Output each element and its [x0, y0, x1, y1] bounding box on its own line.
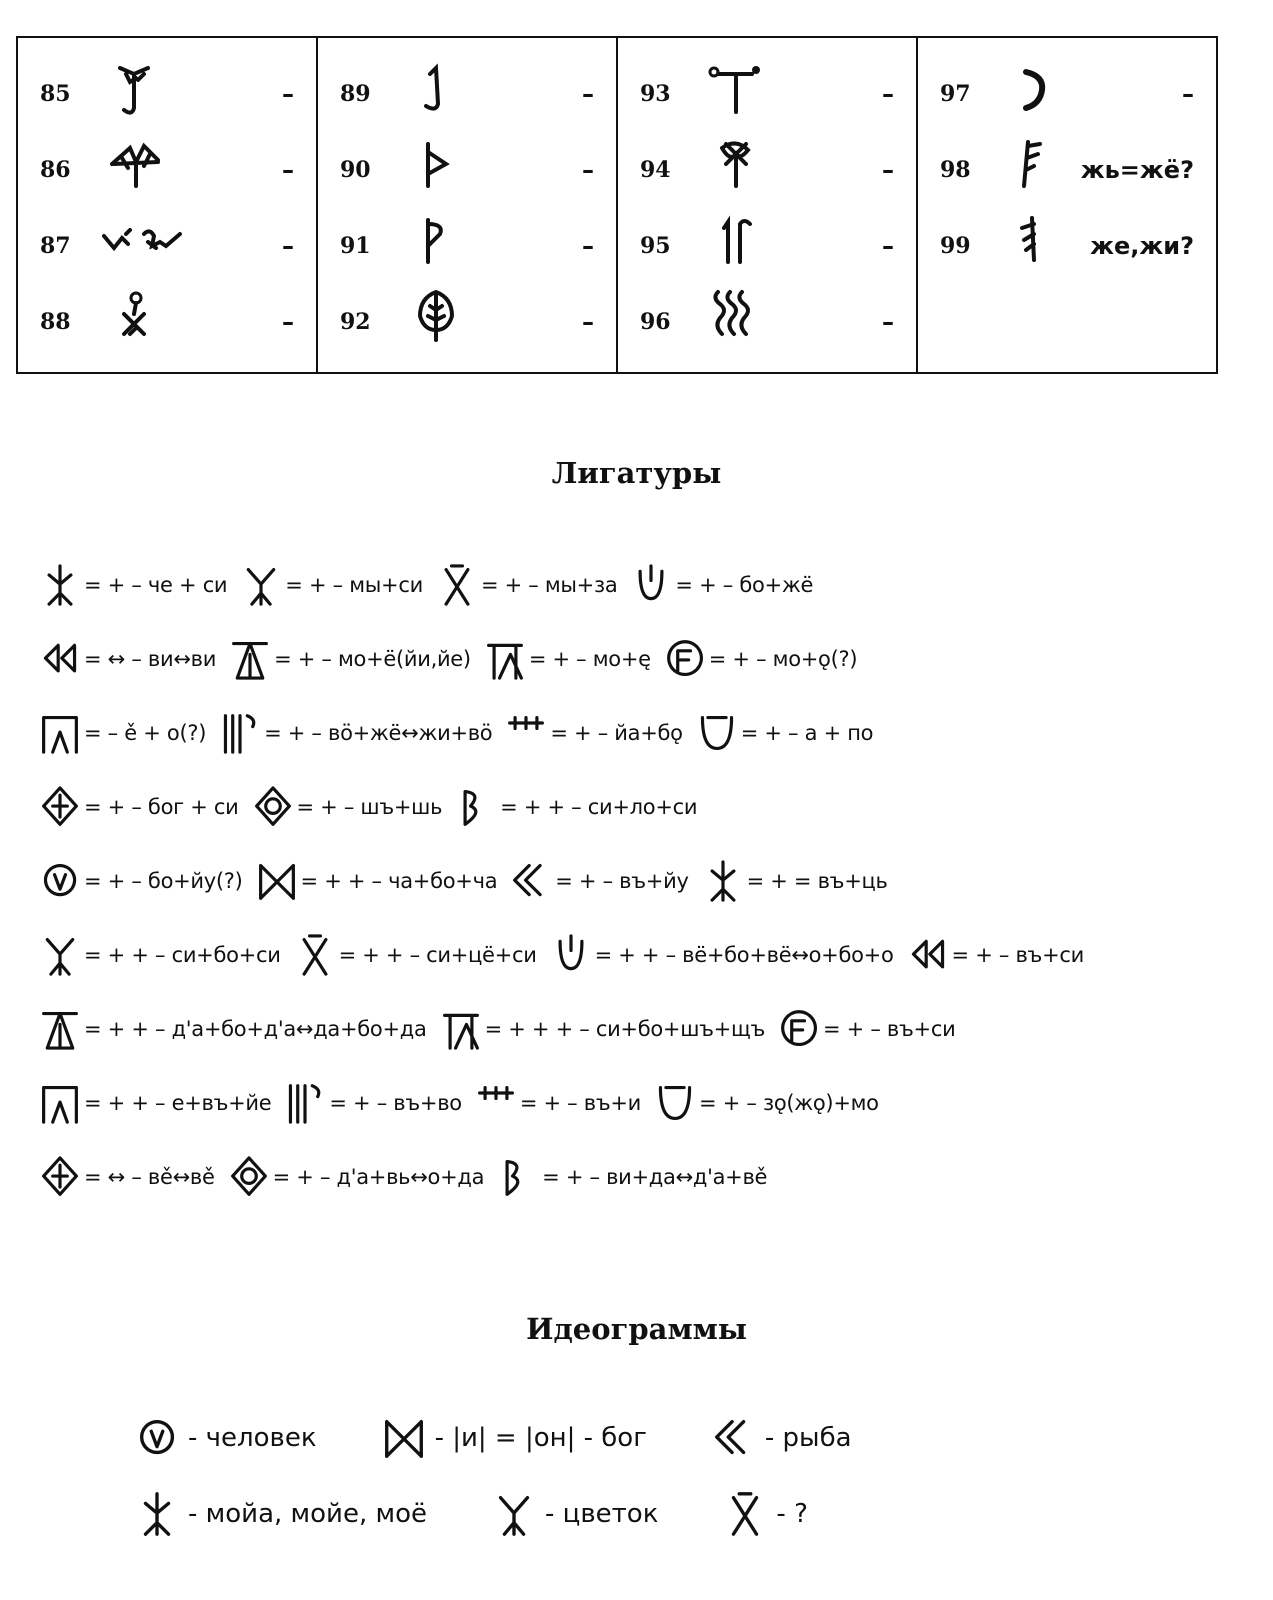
ligature-rune-icon [40, 1154, 80, 1200]
ligature-rune-icon [498, 1154, 538, 1200]
ligature-rune-icon [511, 858, 551, 904]
ligature-item [40, 932, 281, 978]
ligature-reading: = + + – ча+бо+ча [300, 869, 498, 893]
sign-row [918, 56, 1216, 132]
ligature-rune-icon [40, 858, 80, 904]
ligature-reading: = + – мы+за [480, 573, 618, 597]
sign-row [318, 132, 616, 208]
sign-row [918, 208, 1216, 284]
ligature-rune-icon [485, 636, 525, 682]
rune-88-icon [100, 288, 170, 348]
rune-87-icon [100, 212, 170, 272]
sign-number: 95 [640, 233, 671, 259]
ligature-reading: = + = въ+ць [746, 869, 888, 893]
ligature-reading: = + – йа+бǫ [550, 721, 683, 745]
ligature-reading: = + – въ+йу [555, 869, 689, 893]
ligature-reading: = + – ви+да↔д'а+вě [542, 1165, 768, 1189]
ligature-item [631, 562, 813, 608]
ligature-rune-icon [40, 636, 80, 682]
ligature-item [241, 562, 423, 608]
ligature-item [506, 710, 682, 756]
ligature-reading: = + – мо+ё(йи,йе) [274, 647, 471, 671]
sign-value: – [882, 80, 894, 108]
ligature-item [908, 932, 1084, 978]
sign-number: 90 [340, 157, 371, 183]
sign-value: – [582, 232, 594, 260]
sign-number: 88 [40, 309, 71, 335]
sign-number: 93 [640, 81, 671, 107]
ligature-reading: = ↔ – вě↔вě [84, 1165, 215, 1189]
ligature-rune-icon [655, 1080, 695, 1126]
ligature-item [498, 1154, 767, 1200]
sign-number: 89 [340, 81, 371, 107]
ligature-reading: = + + – си+бо+си [84, 943, 281, 967]
sign-row [318, 284, 616, 360]
ligature-rune-icon [40, 1080, 80, 1126]
ligature-item [257, 858, 498, 904]
sign-number: 96 [640, 309, 671, 335]
ligature-line [40, 622, 1240, 696]
ligature-line [40, 548, 1240, 622]
ligature-reading: = + – вö+жё↔жи+вö [264, 721, 493, 745]
sign-table [16, 36, 1218, 374]
ligature-reading: = + – мо+ę [528, 647, 651, 671]
ligature-rune-icon [40, 710, 80, 756]
ligature-rune-icon [506, 710, 546, 756]
ligature-reading: = + – въ+си [951, 943, 1084, 967]
ligature-item [485, 636, 651, 682]
rune-86-icon [100, 136, 170, 196]
ligature-reading: = + + – е+въ+йе [84, 1091, 272, 1115]
ligature-reading: = ↔ – ви↔ви [84, 647, 217, 671]
sign-column-3 [618, 38, 918, 372]
sign-value: – [1182, 80, 1194, 108]
ligature-reading: = + + – вё+бо+вё↔о+бо+о [594, 943, 894, 967]
ligature-reading: = + + – си+ло+си [500, 795, 698, 819]
ligature-rune-icon [253, 784, 293, 830]
ideogram-meaning: - человек [188, 1423, 317, 1453]
ligature-rune-icon [285, 1080, 325, 1126]
ligature-item [253, 784, 443, 830]
ligature-rune-icon [908, 932, 948, 978]
ligature-rune-icon [220, 710, 260, 756]
sign-column-2 [318, 38, 618, 372]
ligature-rune-icon [551, 932, 591, 978]
sign-column-4 [918, 38, 1216, 372]
ligature-item [40, 1006, 427, 1052]
ligature-rune-icon [631, 562, 671, 608]
ligature-reading: = + – зǫ(жǫ)+мо [699, 1091, 879, 1115]
sign-row [318, 208, 616, 284]
ligature-rune-icon [437, 562, 477, 608]
ligature-line [40, 992, 1240, 1066]
sign-number: 97 [940, 81, 971, 107]
ligature-item [40, 1154, 215, 1200]
ligature-line [40, 918, 1240, 992]
ligature-reading: = + – д'а+вь↔о+да [272, 1165, 485, 1189]
ideogram-rune-icon [130, 1414, 184, 1462]
ligature-reading: = + – въ+и [519, 1091, 642, 1115]
ideogram-meaning: - ? [776, 1499, 808, 1529]
sign-value: – [582, 80, 594, 108]
sign-row [318, 56, 616, 132]
sign-value: – [282, 232, 294, 260]
sign-value: – [882, 308, 894, 336]
rune-91-icon [400, 212, 470, 272]
sign-row [618, 56, 916, 132]
ideogram-item [377, 1414, 647, 1462]
ligature-rune-icon [40, 784, 80, 830]
rune-99-icon [1000, 212, 1070, 272]
rune-94-icon [700, 136, 770, 196]
rune-93-icon [700, 60, 770, 120]
sign-number: 86 [40, 157, 71, 183]
ligature-item [40, 1080, 271, 1126]
ligature-reading: = – ě + о(?) [84, 721, 207, 745]
ligature-rune-icon [476, 1080, 516, 1126]
sign-number: 92 [340, 309, 371, 335]
sign-number: 85 [40, 81, 71, 107]
sign-row [18, 132, 316, 208]
sign-row [618, 284, 916, 360]
ligature-reading: = + – а + по [740, 721, 874, 745]
ideograms-title: Идеограммы [526, 1312, 747, 1346]
ligature-reading: = + – шъ+шь [296, 795, 443, 819]
ligature-item [703, 858, 888, 904]
ligature-item [779, 1006, 955, 1052]
sign-row [918, 132, 1216, 208]
sign-row [18, 56, 316, 132]
rune-90-icon [400, 136, 470, 196]
sign-value: – [282, 156, 294, 184]
ligature-rune-icon [230, 636, 270, 682]
ligature-item [40, 710, 206, 756]
ideogram-rune-icon [707, 1414, 761, 1462]
ligature-item [441, 1006, 765, 1052]
ideogram-item [487, 1490, 658, 1538]
rune-98-icon [1000, 136, 1070, 196]
ligature-item [220, 710, 492, 756]
sign-value: – [582, 308, 594, 336]
ideogram-item [130, 1490, 427, 1538]
sign-row [18, 208, 316, 284]
ligature-rune-icon [40, 562, 80, 608]
ligature-item [229, 1154, 485, 1200]
sign-number: 99 [940, 233, 971, 259]
ligature-item [40, 562, 227, 608]
ideograms-list [130, 1400, 1170, 1552]
ideogram-meaning: - рыба [764, 1423, 852, 1453]
sign-row [18, 284, 316, 360]
ligature-item [655, 1080, 879, 1126]
ligature-rune-icon [241, 562, 281, 608]
ligature-rune-icon [40, 932, 80, 978]
ligature-reading: = + – мо+ǫ(?) [708, 647, 858, 671]
ligature-item [697, 710, 874, 756]
ligature-item [437, 562, 617, 608]
ideogram-rune-icon [130, 1490, 184, 1538]
rune-92-icon [400, 288, 470, 348]
ligature-item [456, 784, 697, 830]
ideogram-item [718, 1490, 807, 1538]
sign-number: 98 [940, 157, 971, 183]
ideogram-meaning: - цветок [545, 1499, 659, 1529]
rune-96-icon [700, 288, 770, 348]
ligature-reading: = + + – д'а+бо+д'а↔да+бо+да [84, 1017, 427, 1041]
ideogram-rune-icon [718, 1490, 772, 1538]
rune-85-icon [100, 60, 170, 120]
ligatures-list [40, 548, 1240, 1214]
sign-row [618, 208, 916, 284]
ligature-reading: = + – бо+жё [675, 573, 814, 597]
ideogram-rune-icon [377, 1414, 431, 1462]
ligature-line [40, 1066, 1240, 1140]
ligature-rune-icon [697, 710, 737, 756]
sign-number: 87 [40, 233, 71, 259]
ideogram-rune-icon [487, 1490, 541, 1538]
ligature-item [476, 1080, 641, 1126]
ideogram-line [130, 1476, 1170, 1552]
sign-number: 91 [340, 233, 371, 259]
sign-column-1 [18, 38, 318, 372]
ideogram-item [707, 1414, 852, 1462]
ligature-item [665, 636, 857, 682]
ideogram-item [130, 1414, 317, 1462]
ligature-reading: = + – мы+си [285, 573, 423, 597]
ligature-rune-icon [779, 1006, 819, 1052]
ligature-line [40, 696, 1240, 770]
ligature-rune-icon [456, 784, 496, 830]
ligature-line [40, 1140, 1240, 1214]
ideogram-meaning: - |и| = |он| - бог [434, 1423, 647, 1453]
rune-95-icon [700, 212, 770, 272]
ligature-reading: = + – бог + си [84, 795, 239, 819]
ligature-item [285, 1080, 461, 1126]
ligature-reading: = + + + – си+бо+шъ+щъ [484, 1017, 765, 1041]
ligature-reading: = + – бо+йу(?) [84, 869, 243, 893]
ideogram-meaning: - мойа, мойе, моё [188, 1499, 427, 1529]
ligature-reading: = + – въ+во [329, 1091, 462, 1115]
sign-value: – [882, 232, 894, 260]
sign-value: жь=жё? [1080, 156, 1194, 184]
ligature-item [551, 932, 894, 978]
ligature-item [40, 784, 239, 830]
ligature-rune-icon [229, 1154, 269, 1200]
ligature-item [40, 858, 243, 904]
ligature-rune-icon [257, 858, 297, 904]
ligatures-title: Лигатуры [551, 456, 722, 490]
ligature-reading: = + – въ+си [823, 1017, 956, 1041]
sign-row [618, 132, 916, 208]
sign-value: – [582, 156, 594, 184]
ligature-reading: = + – че + си [84, 573, 228, 597]
ligature-rune-icon [441, 1006, 481, 1052]
ligature-reading: = + + – си+цё+си [338, 943, 537, 967]
sign-value: же,жи? [1090, 232, 1194, 260]
sign-number: 94 [640, 157, 671, 183]
ideogram-line [130, 1400, 1170, 1476]
ligature-rune-icon [703, 858, 743, 904]
ligature-rune-icon [665, 636, 705, 682]
rune-97-icon [1000, 60, 1070, 120]
ligature-line [40, 770, 1240, 844]
sign-value: – [882, 156, 894, 184]
ligature-line [40, 844, 1240, 918]
ligature-rune-icon [40, 1006, 80, 1052]
ligature-rune-icon [295, 932, 335, 978]
ligature-item [511, 858, 688, 904]
ligature-item [295, 932, 537, 978]
ligature-item [40, 636, 216, 682]
ligature-item [230, 636, 471, 682]
rune-89-icon [400, 60, 470, 120]
sign-value: – [282, 308, 294, 336]
sign-value: – [282, 80, 294, 108]
